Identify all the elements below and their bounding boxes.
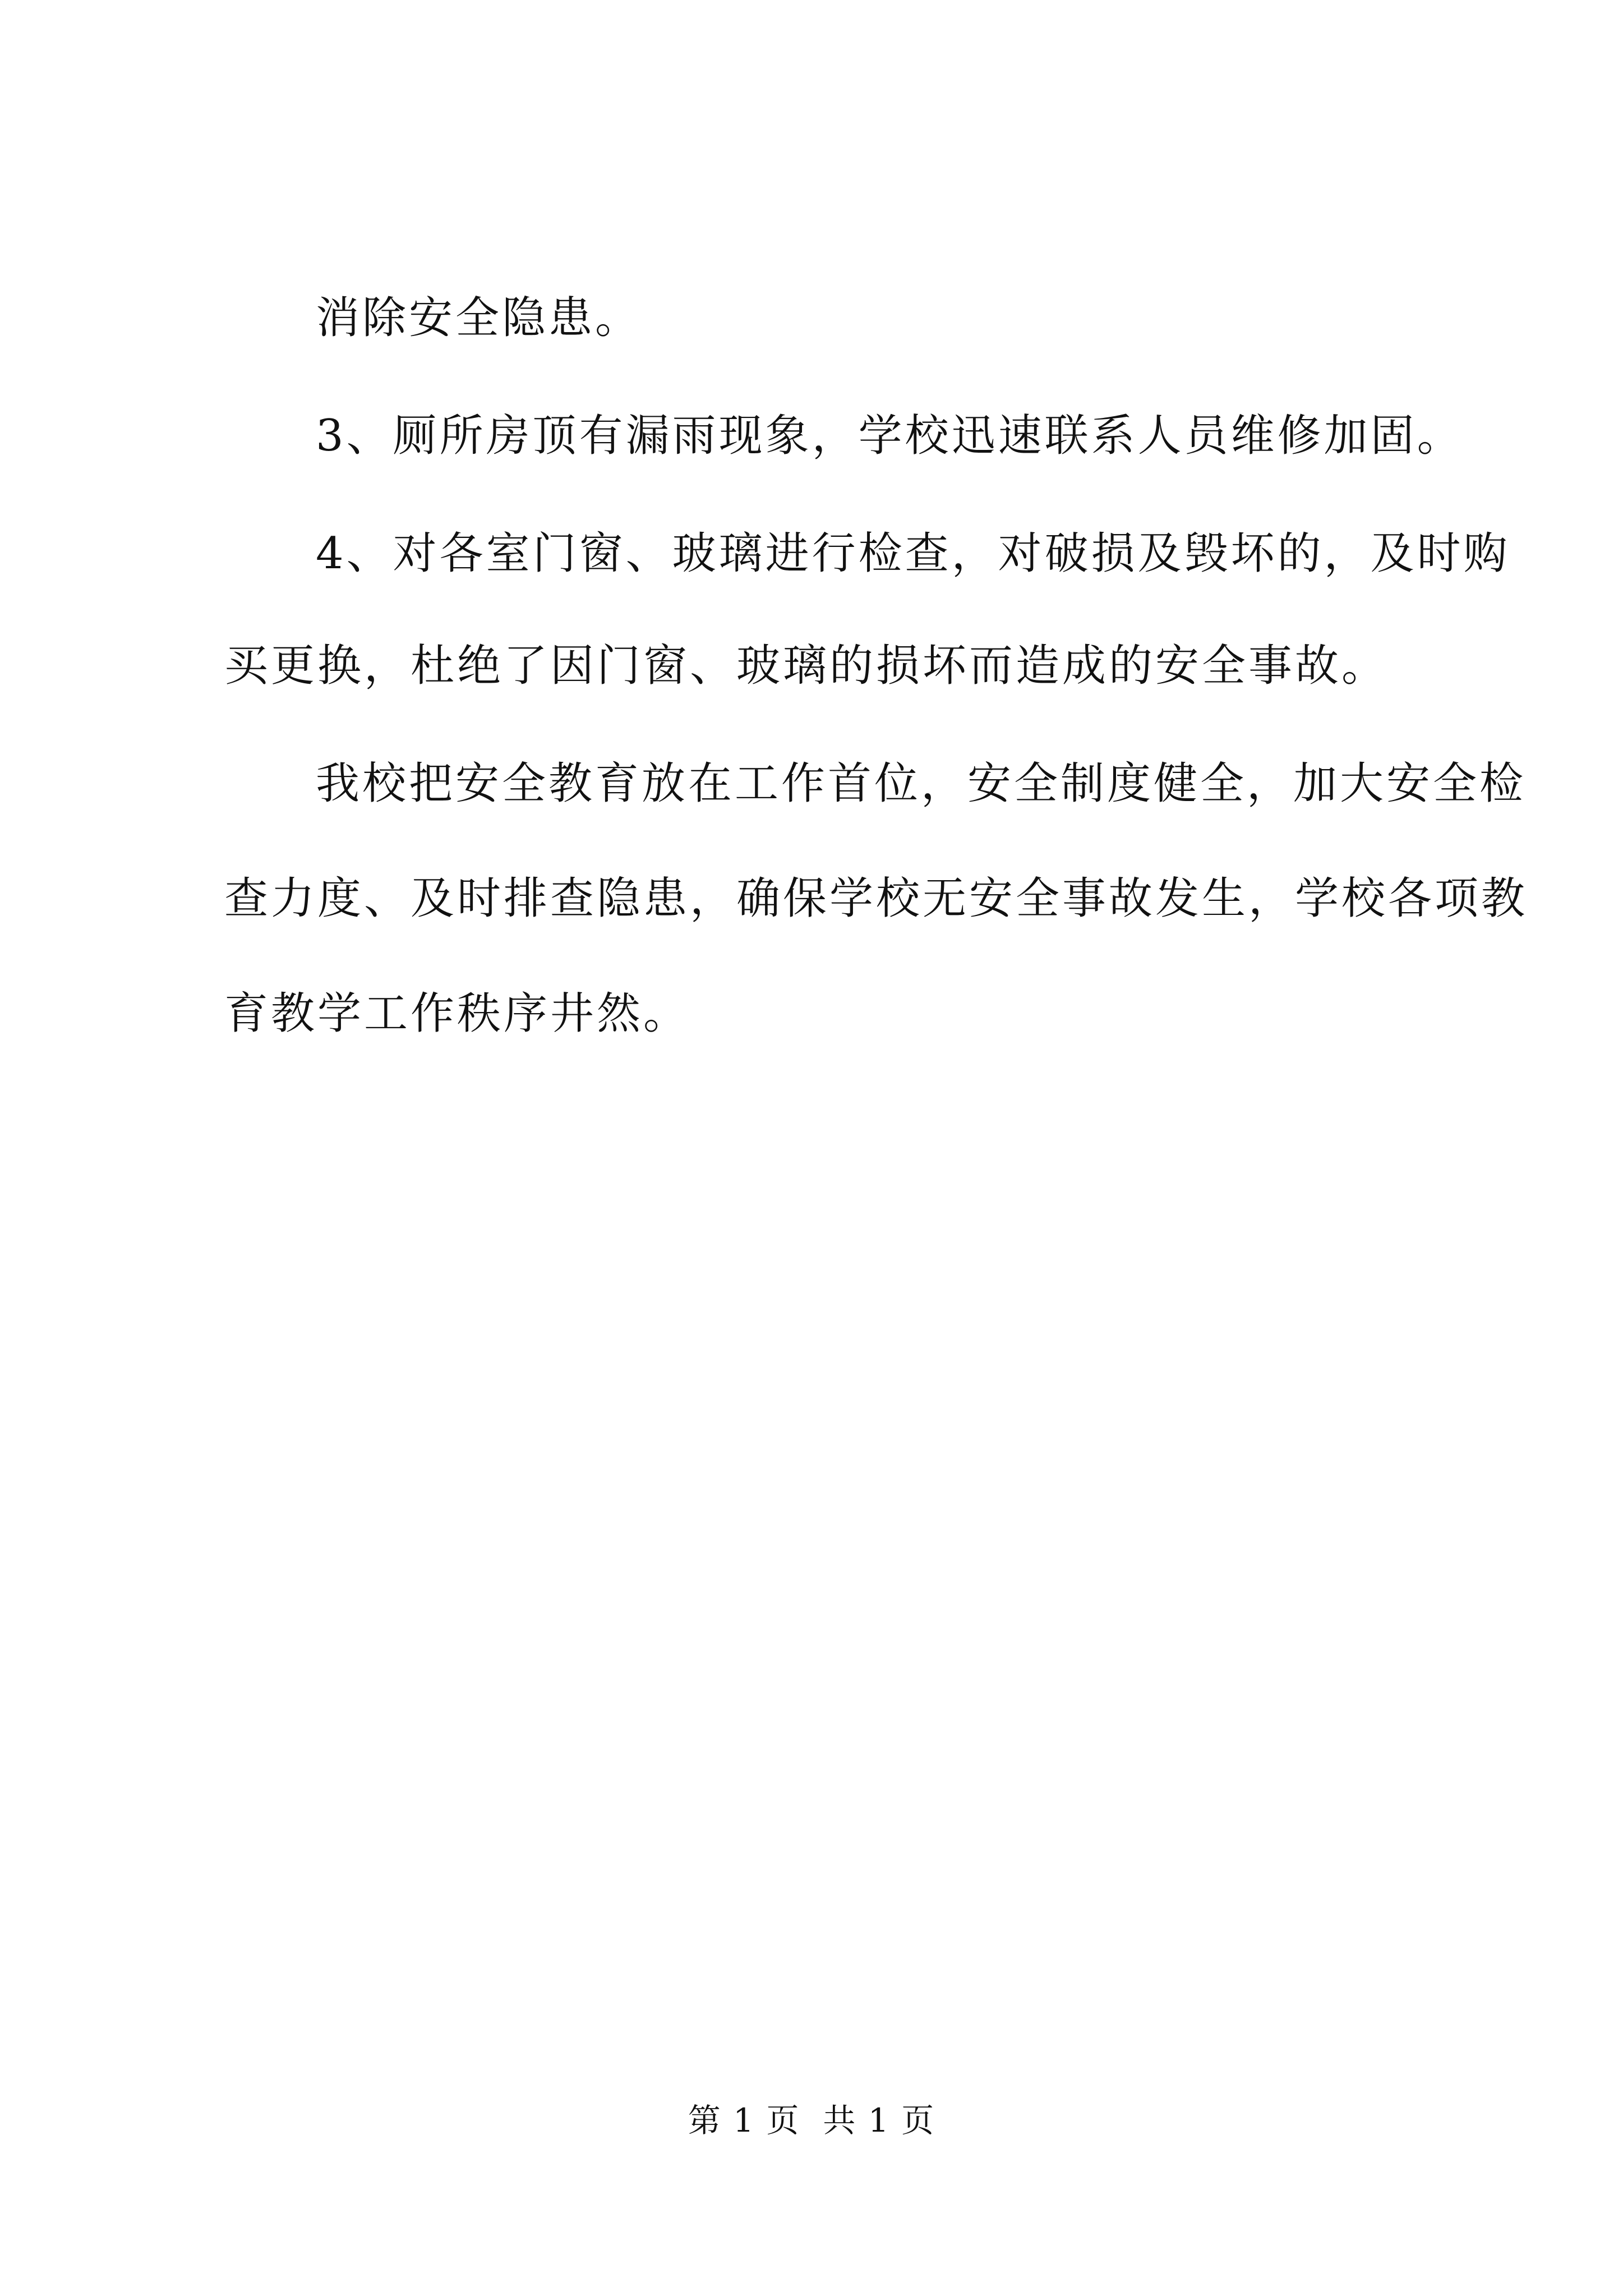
text-line-7: 育教学工作秩序井然。 [224,988,690,1039]
text-line-1: 消除安全隐患。 [316,293,642,343]
text-line-2: 3、厕所房顶有漏雨现象，学校迅速联系人员维修加固。 [316,411,1464,461]
page-footer: 第 1 页 共 1 页 [688,2101,935,2139]
text-line-4: 买更换，杜绝了因门窗、玻璃的损坏而造成的安全事故。 [224,641,1389,691]
text-line-3: 4、对各室门窗、玻璃进行检查，对破损及毁坏的，及时购 [316,528,1510,579]
text-line-5: 我校把安全教育放在工作首位，安全制度健全，加大安全检 [316,758,1527,809]
text-line-6: 查力度、及时排查隐患，确保学校无安全事故发生，学校各项教 [224,873,1528,924]
